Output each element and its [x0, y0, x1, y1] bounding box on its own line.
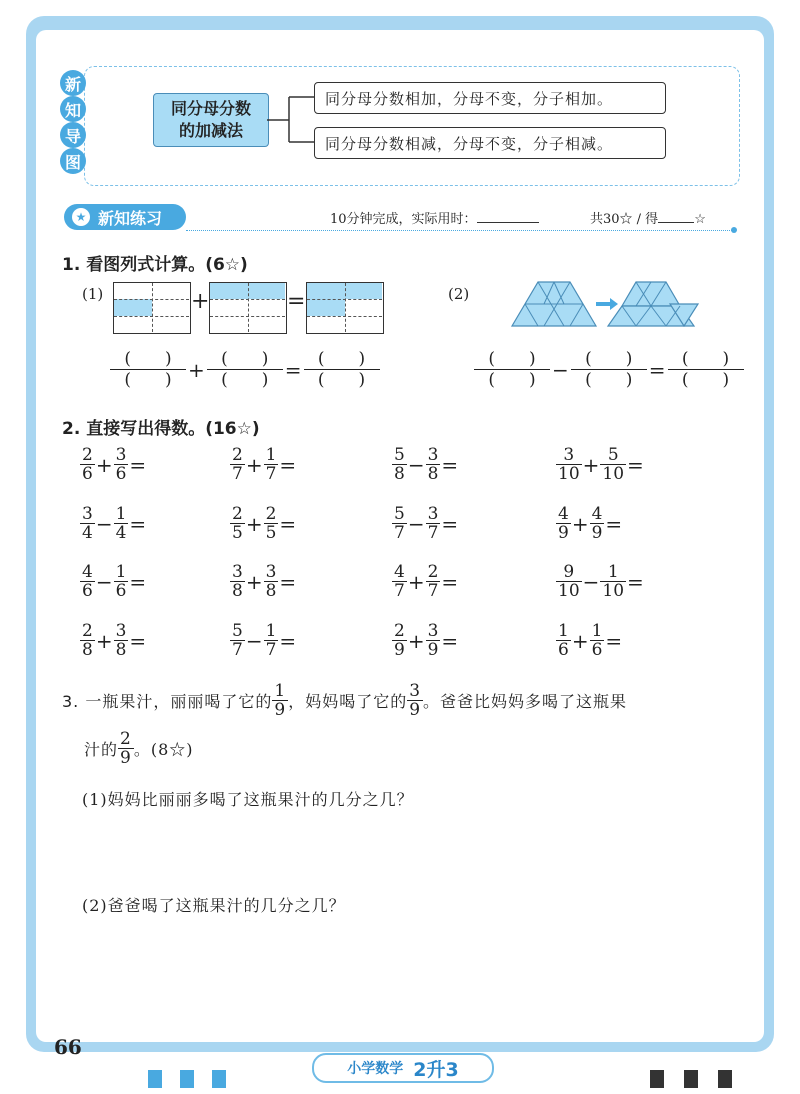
fraction-expression: [556, 563, 645, 600]
fraction-expression: [230, 505, 297, 542]
guide-badge-char: 图: [60, 148, 86, 174]
fraction-expression: [230, 446, 297, 483]
equals-sign: =: [287, 289, 306, 314]
q1-sub2-label: (2): [448, 285, 470, 303]
fraction-expression: [556, 505, 623, 542]
equals-sign: =: [648, 357, 666, 382]
fraction: $\frac{5}{7}$: [394, 504, 405, 543]
fraction: $\frac{1}{6}$: [558, 621, 569, 660]
q3-sub2: (2)爸爸喝了这瓶果汁的几分之几？: [82, 896, 346, 915]
equals-sign: =: [129, 628, 147, 653]
equals-sign: =: [605, 511, 623, 536]
fraction: $\frac{4}{7}$: [394, 562, 405, 601]
fraction-expression: [392, 505, 459, 542]
fraction: $\frac{3}{8}$: [115, 621, 127, 660]
fraction: $\frac{2}{8}$: [82, 621, 93, 660]
fraction: $\frac{1}{7}$: [265, 621, 277, 660]
fraction: $\frac{2}{7}$: [427, 562, 439, 601]
fraction: $\frac{4}{9}$: [558, 504, 569, 543]
fraction-expression: [80, 505, 147, 542]
fraction: $\frac{3}{8}$: [232, 562, 243, 601]
operator: +: [582, 452, 600, 477]
timer-label: [330, 208, 539, 227]
guide-badge-char: 新: [60, 70, 86, 96]
answer-fraction[interactable]: $\frac{( )}{( )}$: [207, 349, 283, 390]
equals-sign: =: [279, 569, 297, 594]
operator: −: [582, 569, 600, 594]
operator: +: [245, 569, 263, 594]
edge-tick: [650, 1070, 664, 1088]
equals-sign: =: [627, 569, 644, 594]
equals-sign: =: [441, 569, 459, 594]
triangle-figure: [508, 280, 712, 330]
equals-sign: =: [129, 452, 147, 477]
fraction-rect: [113, 282, 191, 334]
q3-sub1: (1)妈妈比丽丽多喝了这瓶果汁的几分之几？: [82, 790, 414, 809]
fraction: $\frac{3}{9}$: [409, 680, 422, 720]
medal-icon: ★: [72, 208, 90, 226]
equals-sign: =: [129, 511, 147, 536]
operator: +: [95, 628, 113, 653]
equals-sign: =: [441, 628, 459, 653]
fraction: $\frac{3}{8}$: [427, 445, 439, 484]
fraction: $\frac{1}{10}$: [602, 562, 625, 601]
fraction: $\frac{2}{9}$: [120, 728, 132, 768]
plus-sign: +: [188, 357, 205, 382]
fraction-expression: [230, 563, 297, 600]
fraction: $\frac{1}{6}$: [115, 562, 127, 601]
operator: +: [407, 628, 425, 653]
fraction: $\frac{1}{6}$: [591, 621, 603, 660]
equals-sign: =: [129, 569, 147, 594]
score-label: [590, 208, 706, 227]
operator: +: [571, 628, 589, 653]
equals-sign: =: [279, 628, 297, 653]
q1-answer-row-1: [110, 349, 380, 390]
operator: −: [407, 452, 425, 477]
fraction-expression: [556, 622, 623, 659]
answer-fraction[interactable]: $\frac{( )}{( )}$: [668, 349, 744, 390]
topic-line: 的加减法: [178, 121, 243, 140]
edge-tick: [148, 1070, 162, 1088]
equals-sign: =: [441, 452, 459, 477]
series-badge: [312, 1053, 494, 1083]
guide-badge-char: 知: [60, 96, 86, 122]
equals-sign: =: [441, 511, 459, 536]
fraction: $\frac{3}{9}$: [427, 621, 439, 660]
edge-tick: [180, 1070, 194, 1088]
fraction: $\frac{9}{10}$: [558, 562, 580, 601]
fraction: $\frac{5}{7}$: [232, 621, 243, 660]
answer-fraction[interactable]: $\frac{( )}{( )}$: [571, 349, 647, 390]
fraction-expression: [556, 446, 645, 483]
guide-badge-char: 导: [60, 122, 86, 148]
equals-sign: =: [627, 452, 644, 477]
edge-tick: [718, 1070, 732, 1088]
section-divider: [186, 230, 734, 231]
rule-add: 同分母分数相加，分母不变，分子相加。: [314, 82, 666, 114]
fraction: $\frac{2}{5}$: [265, 504, 277, 543]
divider-line: [345, 283, 346, 332]
minus-sign: −: [552, 357, 569, 382]
q1-title: 1. 看图列式计算。(6☆): [62, 255, 248, 275]
topic-line: 同分母分数: [170, 99, 251, 118]
equals-sign: =: [279, 452, 297, 477]
operator: +: [245, 511, 263, 536]
fraction: $\frac{5}{10}$: [602, 445, 625, 484]
section-title: 新知练习: [98, 208, 163, 228]
fraction-expression: [392, 563, 459, 600]
fraction: $\frac{1}{4}$: [115, 504, 127, 543]
fraction: $\frac{2}{7}$: [232, 445, 243, 484]
q3-text: 汁的: [84, 739, 119, 759]
q3-text: 3. 一瓶果汁，丽丽喝了它的: [62, 691, 273, 711]
equals-sign: =: [279, 511, 297, 536]
page-number: 66: [54, 1035, 82, 1059]
shaded-part: [114, 299, 152, 316]
fraction-expression: [392, 622, 459, 659]
plus-sign: +: [191, 289, 210, 314]
edge-tick: [212, 1070, 226, 1088]
fraction: $\frac{3}{10}$: [558, 445, 580, 484]
fraction: $\frac{5}{8}$: [394, 445, 405, 484]
score-text: 共30☆ / 得: [590, 212, 659, 227]
timer-text: 10分钟完成，实际用时：: [330, 212, 477, 227]
answer-fraction[interactable]: $\frac{( )}{( )}$: [474, 349, 550, 390]
q2-title: 2. 直接写出得数。(16☆): [62, 419, 260, 439]
fraction-rect: [306, 282, 384, 334]
q1-sub1-label: (1): [82, 285, 104, 303]
time-blank[interactable]: [477, 222, 539, 223]
fraction: $\frac{1}{7}$: [265, 445, 277, 484]
fraction-rect: [209, 282, 287, 334]
fraction: $\frac{3}{6}$: [115, 445, 127, 484]
operator: −: [245, 628, 263, 653]
fraction: $\frac{1}{9}$: [274, 680, 287, 720]
divider-line: [248, 283, 249, 332]
grade-label: 2升3: [413, 1058, 459, 1081]
fraction: $\frac{2}{9}$: [394, 621, 405, 660]
fraction: $\frac{2}{5}$: [232, 504, 243, 543]
edge-tick: [684, 1070, 698, 1088]
operator: −: [95, 511, 113, 536]
section-header: [64, 204, 186, 230]
branch-connector: [267, 94, 317, 154]
q3-text: ，妈妈喝了它的: [288, 691, 408, 711]
q3-text: 。(8☆): [133, 739, 194, 759]
rule-subtract: 同分母分数相减，分母不变，分子相减。: [314, 127, 666, 159]
operator: +: [245, 452, 263, 477]
operator: +: [571, 511, 589, 536]
section-dot: [731, 227, 737, 233]
fraction-expression: [80, 622, 147, 659]
score-blank[interactable]: [658, 222, 694, 223]
operator: +: [95, 452, 113, 477]
fraction-expression: [392, 446, 459, 483]
fraction: $\frac{2}{6}$: [82, 445, 93, 484]
fraction: $\frac{3}{7}$: [427, 504, 439, 543]
series-name: 小学数学: [347, 1061, 404, 1077]
operator: −: [407, 511, 425, 536]
q1-answer-row-2: [474, 349, 744, 390]
fraction-expression: [230, 622, 297, 659]
fraction: $\frac{4}{6}$: [82, 562, 93, 601]
operator: +: [407, 569, 425, 594]
equals-sign: =: [284, 357, 302, 382]
q3-line-1: [62, 678, 627, 722]
fraction-expression: [80, 446, 147, 483]
answer-fraction[interactable]: $\frac{( )}{( )}$: [304, 349, 380, 390]
operator: −: [95, 569, 113, 594]
equals-sign: =: [605, 628, 623, 653]
q3-line-2: [84, 726, 194, 770]
star-icon: ☆: [694, 212, 706, 227]
shaded-part: [307, 299, 345, 316]
fraction: $\frac{3}{4}$: [82, 504, 93, 543]
answer-fraction[interactable]: $\frac{( )}{( )}$: [110, 349, 186, 390]
fraction: $\frac{4}{9}$: [591, 504, 603, 543]
q3-text: 。爸爸比妈妈多喝了这瓶果: [423, 691, 628, 711]
fraction-expression: [80, 563, 147, 600]
divider-line: [152, 283, 153, 332]
topic-box: [153, 93, 269, 147]
fraction: $\frac{3}{8}$: [265, 562, 277, 601]
